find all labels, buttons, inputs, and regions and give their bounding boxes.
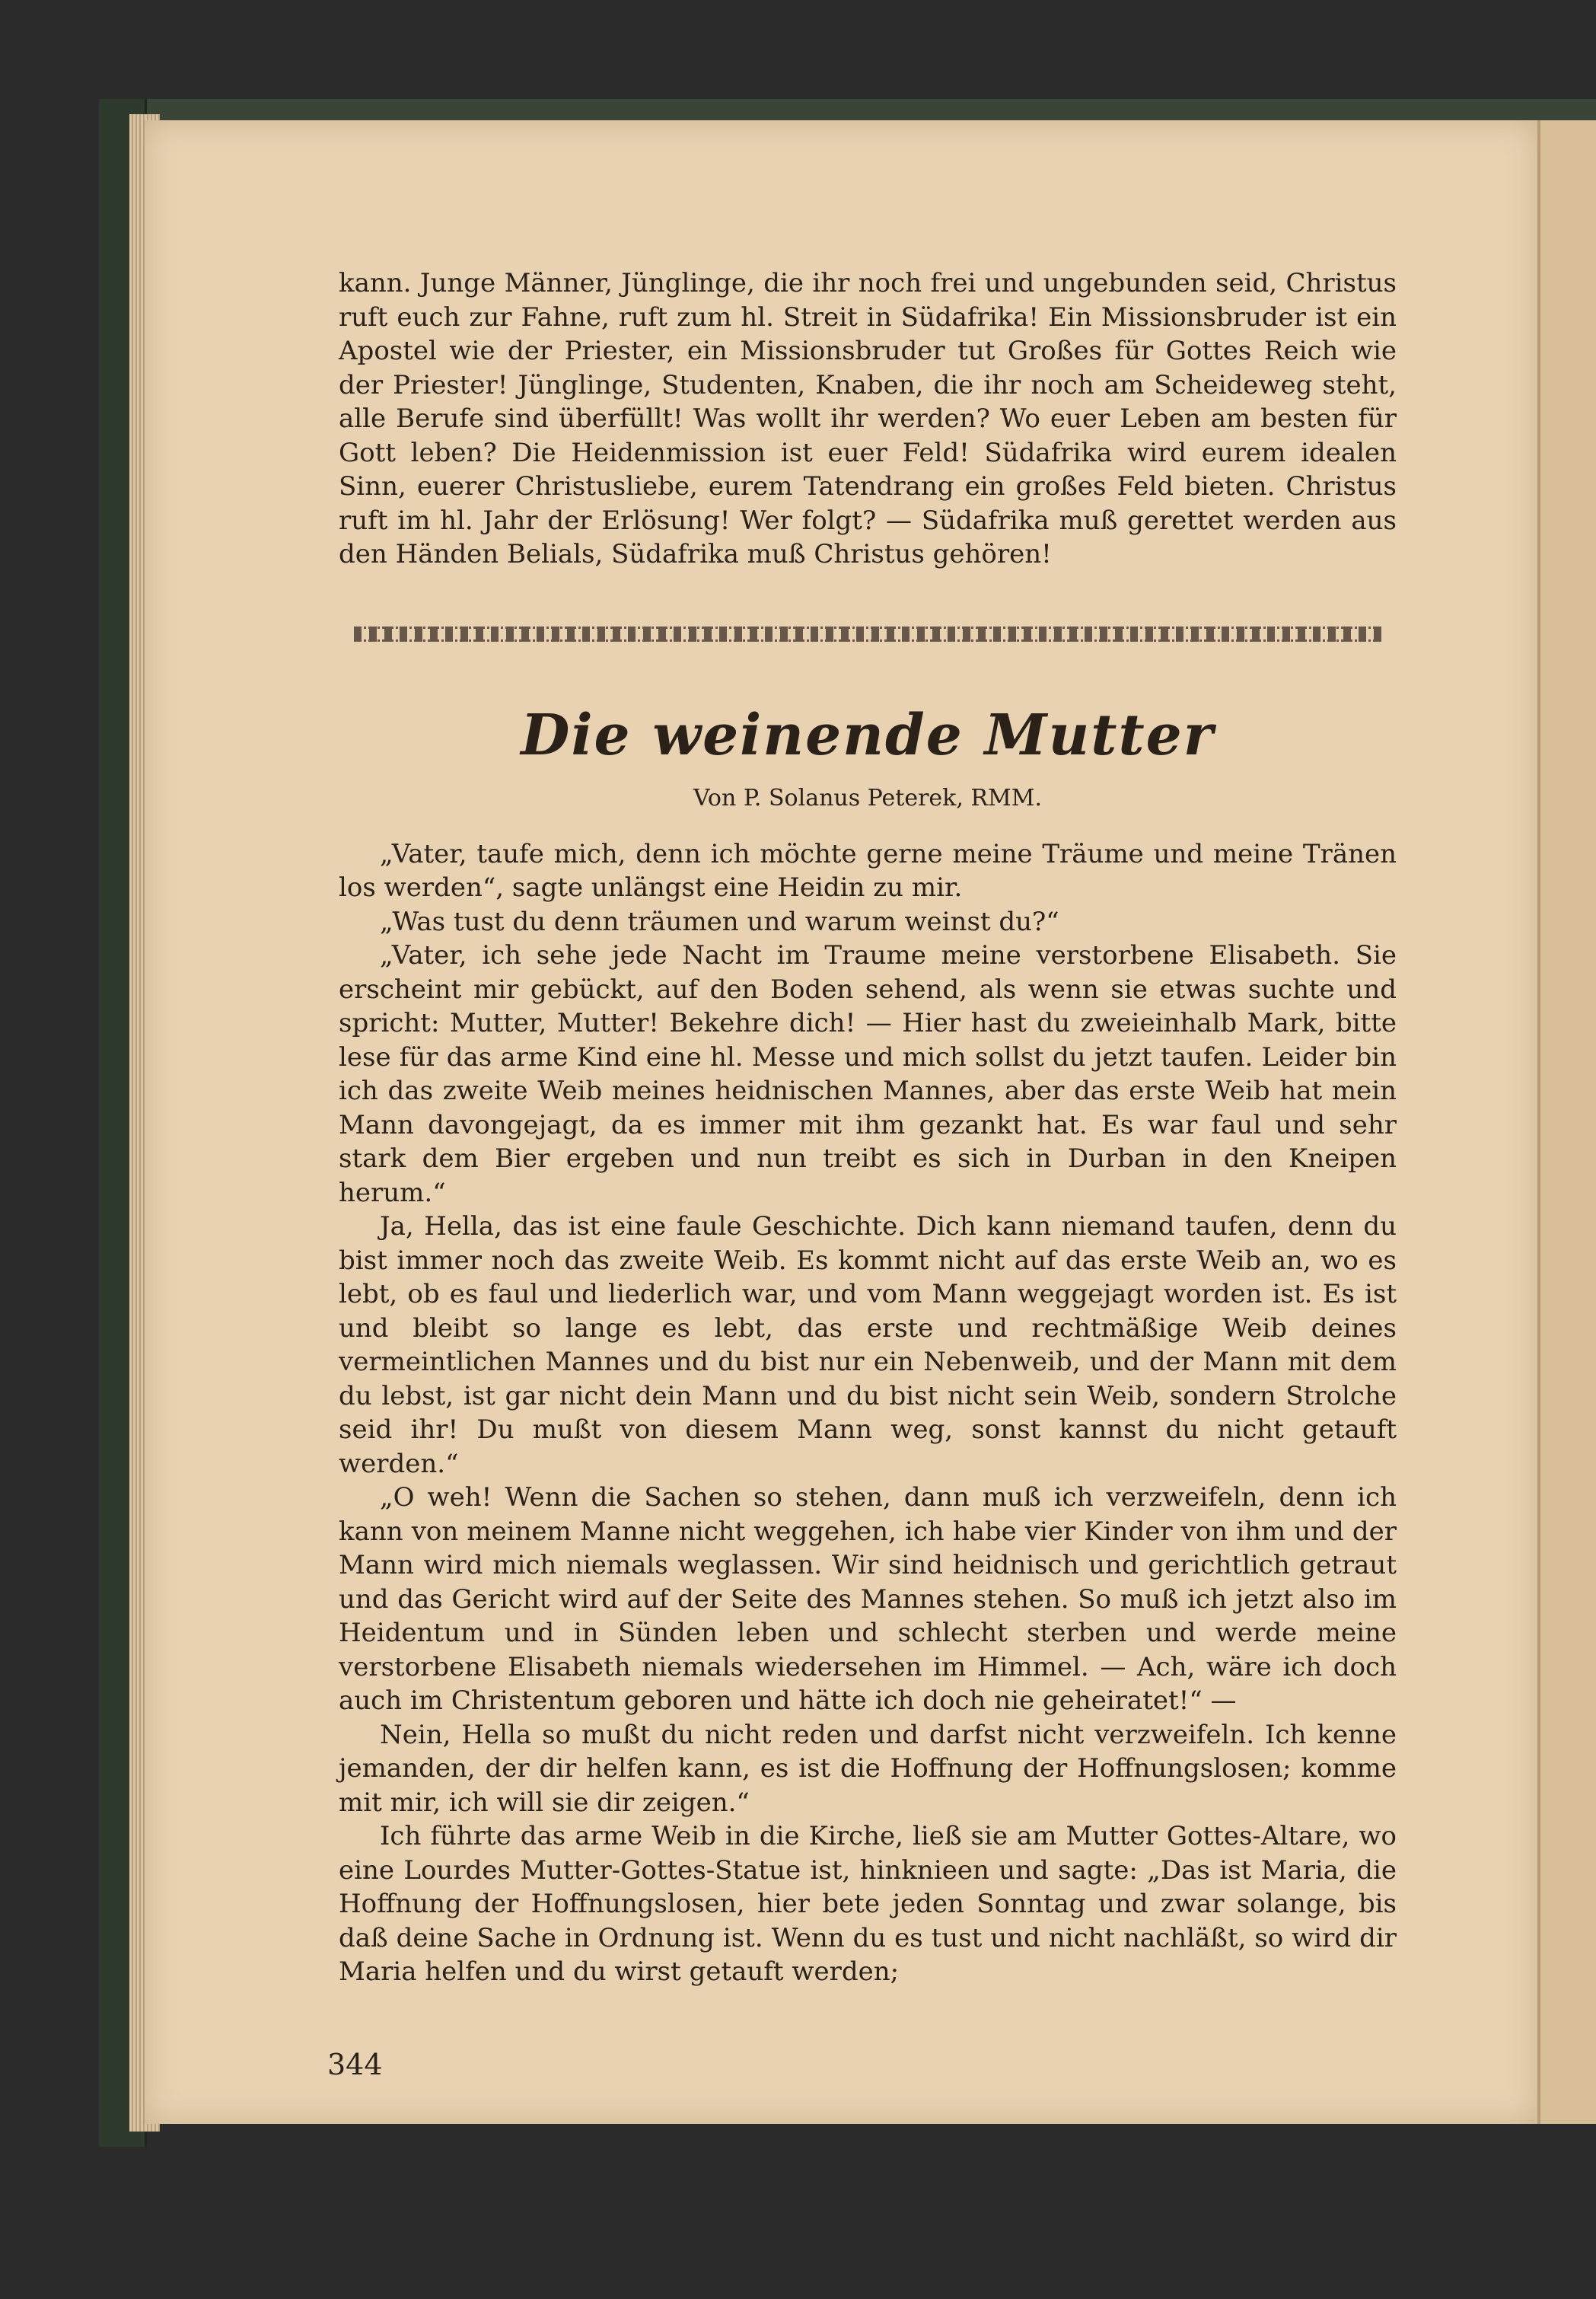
article-paragraph: Ja, Hella, das ist eine faule Geschichte. Dich kann niemand taufen, denn du bist immer noch das zweite Weib. Es kommt nicht auf das erste Weib an, wo es lebt, ob es faul und liederlich war, und vom Mann weggejagt worden ist. Es ist und bleibt so lange es lebt, das erste und rechtmäßige Weib deines vermeintlichen Mannes und du bist nur ein Nebenweib, und der Mann mit dem du lebst, ist gar nicht dein Mann und du bist nicht sein Weib, sondern Strolche seid ihr! Du mußt von diesem Mann weg, sonst kannst du nicht getauft werden.“: [339, 1211, 1397, 1479]
ornamental-divider: [354, 627, 1381, 642]
article-paragraph: „Vater, ich sehe jede Nacht im Traume meine verstorbene Elisabeth. Sie erscheint mir gebückt, auf den Boden sehend, als wenn sie etwas suchte und spricht: Mutter, Mutter! Bekehre dich! — Hier hast du zweieinhalb Mark, bitte lese für das arme Kind eine hl. Messe und mich sollst du jetzt taufen. Leider bin ich das zweite Weib meines heidnischen Mannes, aber das erste Weib hat mein Mann davongejagt, da es immer mit ihm gezankt hat. Es war faul und sehr stark dem Bier ergeben und nun treibt es sich in Durban in den Kneipen herum.“: [339, 940, 1397, 1208]
intro-paragraph: kann. Junge Männer, Jünglinge, die ihr noch frei und ungebunden seid, Christus ruft euch zur Fahne, ruft zum hl. Streit in Südafrika! Ein Missionsbruder ist ein Apostel wie der Priester, ein Missionsbruder tut Großes für Gottes Reich wie der Priester! Jünglinge, Studenten, Knaben, die ihr noch am Scheideweg steht, alle Berufe sind überfüllt! Was wollt ihr werden? Wo euer Leben am besten für Gott leben? Die Heidenmission ist euer Feld! Südafrika wird eurem idealen Sinn, euerer Christusliebe, eurem Tatendrang ein großes Feld bieten. Christus ruft im hl. Jahr der Erlösung! Wer folgt? — Südafrika muß gerettet werden aus den Händen Belials, Südafrika muß Christus gehören!: [339, 268, 1397, 569]
article-paragraph: „Vater, taufe mich, denn ich möchte gerne meine Träume und meine Tränen los werden“, sagte unlängst eine Heidin zu mir.: [339, 838, 1397, 903]
article-paragraph: Nein, Hella so mußt du nicht reden und darfst nicht verzweifeln. Ich kenne jemanden, der dir helfen kann, es ist die Hoffnung der Hoffnungslosen; komme mit mir, ich will sie dir zeigen.“: [339, 1719, 1397, 1818]
facing-page-edge: [1537, 120, 1596, 2124]
article-byline: Von P. Solanus Peterek, RMM.: [693, 784, 1042, 812]
article-paragraph: „Was tust du denn träumen und warum weinst du?“: [380, 906, 1059, 937]
article-paragraph: Ich führte das arme Weib in die Kirche, ließ sie am Mutter Gottes-Altare, wo eine Lourdes Mutter-Gottes-Statue ist, hinknieen und sagte: „Das ist Maria, die Hoffnung der Hoffnungslosen, hier bete jeden Sonntag und zwar solange, bis daß deine Sache in Ordnung ist. Wenn du es tust und nicht nachläßt, so wird dir Maria helfen und du wirst getauft werden;: [339, 1821, 1397, 1987]
article-title: Die weinende Mutter: [521, 702, 1215, 768]
article-paragraph: „O weh! Wenn die Sachen so stehen, dann muß ich verzweifeln, denn ich kann von meinem Manne nicht weggehen, ich habe vier Kinder von ihm und der Mann wird mich niemals weglassen. Wir sind heidnisch und gerichtlich getraut und das Gericht wird auf der Seite des Mannes stehen. So muß ich jetzt also im Heidentum und in Sünden leben und schlecht sterben und werde meine verstorbene Elisabeth niemals wiedersehen im Himmel. — Ach, wäre ich doch auch im Christentum geboren und hätte ich doch nie geheiratet!“ —: [339, 1482, 1397, 1716]
page-content: [339, 266, 1397, 1989]
book-cover-top: [99, 99, 1596, 122]
page-number: 344: [327, 2048, 383, 2081]
